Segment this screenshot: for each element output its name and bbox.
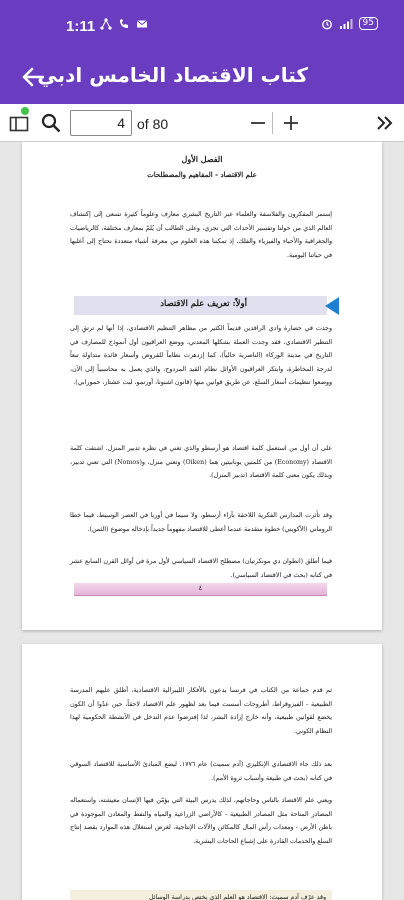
page-number-input[interactable]: 4 [70, 110, 132, 136]
paragraph: على أن أول من استعمل كلمة اقتصاد هو أرسطو والذي تعني في نظره تدبير المنزل. اشتقت كلمة الاقتصاد (Economy) من كلمتين يونانيتين هما (Oiken) وتعني منزل، و(Nomos) التي تعني تدبير، وبذلك يكون معنى كلمة الاقتصاد (تدبير المنزل). [70, 445, 333, 479]
definition-text: وقد عرّف آدم سميث: الاقتصاد هو العلم الذي يختص بدراسة الوسائل [148, 894, 326, 900]
zoom-in-icon [282, 114, 300, 132]
sidebar-panel-icon [9, 114, 29, 132]
sidebar-toggle-button[interactable] [8, 112, 30, 134]
page-number: ٤ [198, 584, 203, 592]
zoom-out-button[interactable] [247, 112, 269, 134]
pdf-page [22, 644, 382, 900]
wifi-call-icon [118, 18, 130, 30]
paragraph: فيما أطلق (انطوان دي مونكرتيان) مصطلح الاقتصاد السياسي لأول مرة في أوائل القرن السابع عشر في كتابه (بحث في الاقتصاد السياسي). [70, 558, 332, 579]
app-bar [0, 50, 404, 104]
pdf-toolbar [0, 104, 404, 142]
section-arrow-icon [323, 295, 341, 317]
paragraph: وقد تأثرت المدارس الفكرية اللاحقة بآراء أرسطو، ولا سيما في أوربا في العصر الوسيط، فيما خطا الروماني (الأكويني) خطوة متقدمة عندما أعطى للاقتصاد مفهوماً جديداً بإدخاله موضوع (الثمن). [70, 512, 332, 533]
zoom-out-icon [249, 114, 267, 132]
paragraph: وجدت في حضارة وادي الرافدين قديماً الكثير من مظاهر التنظيم الاقتصادي، إذا أنها لم ترتقِ إلى التنظير الاقتصادي، فقد وجدت العملة بشكلها المعدني، ووضع العراقيون أول أنموذج للمصارف في التاريخ في مدينة الوركاء (الناصرية حالياً)، كما إزدهرت نظاماً للقروض وأسعار فائدة متداولة تبعاً لدرجة المخاطرة، وابتكر العراقيون الأوائل نظام القيد المزدوج، والذي يعمل به محاسبياً إلى الآن، ووضعوا تنظيمات أسعار السلع، عن طريق قوانين منها (قانون اشنونا، أورنمو، لبت عشتار، حمورابي). [70, 325, 332, 386]
paragraph: ثم قدم جماعة من الكتاب في فرنسا يدعون بالأفكار الليبرالية الاقتصادية، أطلق عليهم المدرسة الطبيعية - الفيزوقراط، أطروحات أسست فيما بعد لظهور علم الاقتصاد لاحقاً، حين عدّوا أن الكون يخضع لقوانين طبيعية، وأنه خارج إرادة البشر، لذا إفترضوا عدم التدخل في الأنشطة الحكومية لهذا النظام الكوني. [70, 687, 332, 735]
pdf-page [22, 142, 382, 630]
battery-indicator: 95 [359, 17, 378, 30]
page-footer-band [74, 583, 327, 596]
search-button[interactable] [40, 112, 62, 134]
definition-box [70, 890, 332, 900]
paragraph: بعد ذلك جاء الاقتصادي الإنكليزي (آدم سميث) عام ١٧٧٦، ليضع المبادئ الأساسية للاقتصاد السوقي في كتابه (بحث في طبيعة وأسباب ثروة الأمم). [70, 761, 333, 782]
paragraph: ويعني علم الاقتصاد بالناس وحاجاتهم، لذلك يدرس البيئة التي يؤمّن فيها الإنسان معيشته، واستعماله المصادر المتاحة مثل المصادر الطبيعية - كالأراضي الزراعية والمياه والنفط والمعادن الموجودة في باطن الأرض - ومعدات رأس المال كالمكائن والآلات الإنتاجية، لغرض استغلال هذه الموارد بقصد إنتاج السلع والخدمات القادرة على إشباع الحاجات البشرية. [70, 797, 332, 845]
status-system-icons [321, 17, 378, 30]
page-total-label: of 80 [137, 116, 169, 132]
toolbar-divider [272, 112, 273, 134]
section-heading-band [74, 296, 327, 315]
chapter-subtitle: علم الاقتصاد - المفاهيم والمصطلحات [147, 170, 257, 179]
chapter-title: الفصل الأول [181, 154, 223, 164]
intro-paragraph: إستمر المفكرون والفلاسفة والعلماء عبر التاريخ البشري معارف وعلوماً كثيرة تسعى إلى إكتشاف العالم الذي من حولنا وتفسير الأحداث التي تجري، وعلى الطالب أن يُلمّ بمعارف مختلفة، كالرياضيات والجغرافية والأحياء والفيزياء والفلك، إذ تمكننا هذه العلوم من معرفة أشياء متعددة نحتاج إلى أغلبها في حياتنا اليومية. [70, 211, 332, 259]
pdf-viewer[interactable] [0, 142, 404, 900]
status-notification-icons [100, 18, 148, 30]
mail-icon [136, 18, 148, 30]
more-tools-button[interactable] [374, 112, 396, 134]
notification-dot [21, 107, 29, 115]
double-chevron-right-icon [375, 114, 395, 132]
zoom-in-button[interactable] [280, 112, 302, 134]
search-icon [41, 113, 61, 133]
section-heading: أولاً: تعريف علم الاقتصاد [160, 299, 247, 309]
status-bar [0, 0, 404, 50]
network-icon [100, 18, 112, 30]
status-time: 1:11 [66, 18, 96, 35]
alarm-icon [321, 18, 333, 30]
signal-icon [339, 18, 353, 30]
app-title: كتاب الاقتصاد الخامس ادبي [37, 63, 308, 87]
